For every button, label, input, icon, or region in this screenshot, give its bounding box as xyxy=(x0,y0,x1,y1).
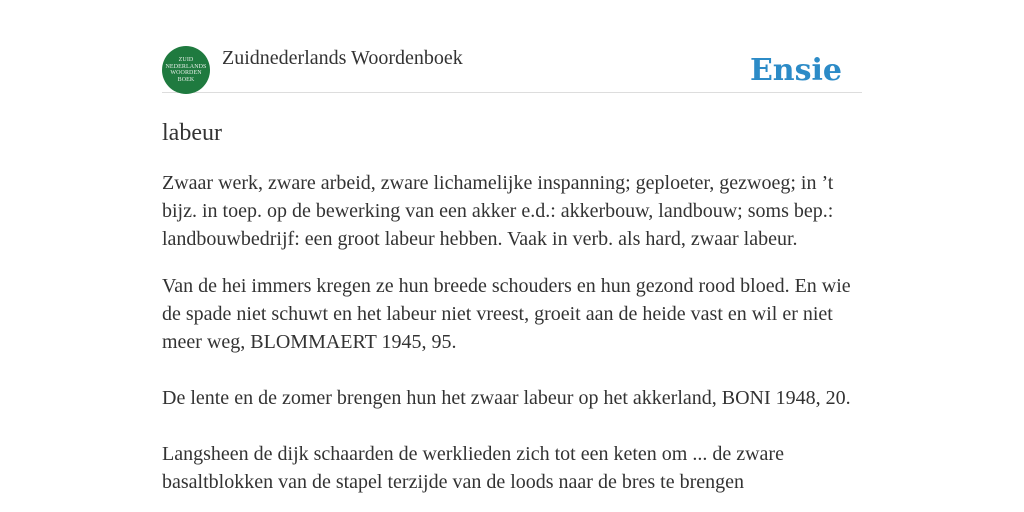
entry-page xyxy=(162,46,862,496)
ensie-brand-logo[interactable]: Ensie xyxy=(749,53,842,88)
quote-paragraph: Van de hei immers kregen ze hun breede schouders en hun gezond rood bloed. En wie de spade niet schuwt en het labeur niet vreest, groeit aan de heide vast en wil er niet meer weg, BLOMMAERT 1945, 95. xyxy=(162,275,851,353)
page-header xyxy=(162,46,862,93)
logo-line: WOORDEN xyxy=(170,70,202,76)
logo-line: BOEK xyxy=(177,76,195,83)
quote-paragraph: De lente en de zomer brengen hun het zwaar labeur op het akkerland, BONI 1948, 20. xyxy=(162,387,851,409)
dictionary-logo[interactable] xyxy=(162,46,210,94)
definition-text: Zwaar werk, zware arbeid, zware lichamelijke inspanning; geploeter, gezwoeg; in ’t bijz. in toep. op de bewerking van een akker e.d.: akkerbouw, landbouw; soms bep.: landbouwbedrijf: een groot labeur hebben. Vaak in verb. als hard, zwaar labeur. xyxy=(162,172,834,250)
headword: labeur xyxy=(162,120,222,146)
logo-line: NEDERLANDS xyxy=(165,63,207,70)
logo-line: ZUID xyxy=(178,57,194,63)
source-title[interactable]: Zuidnederlands Woordenboek xyxy=(222,47,463,69)
quote-paragraph: Langsheen de dijk schaarden de werklieden zich tot een keten om ... de zware basaltblokken van de stapel terzijde van de loods naar de bres te brengen xyxy=(162,443,784,493)
